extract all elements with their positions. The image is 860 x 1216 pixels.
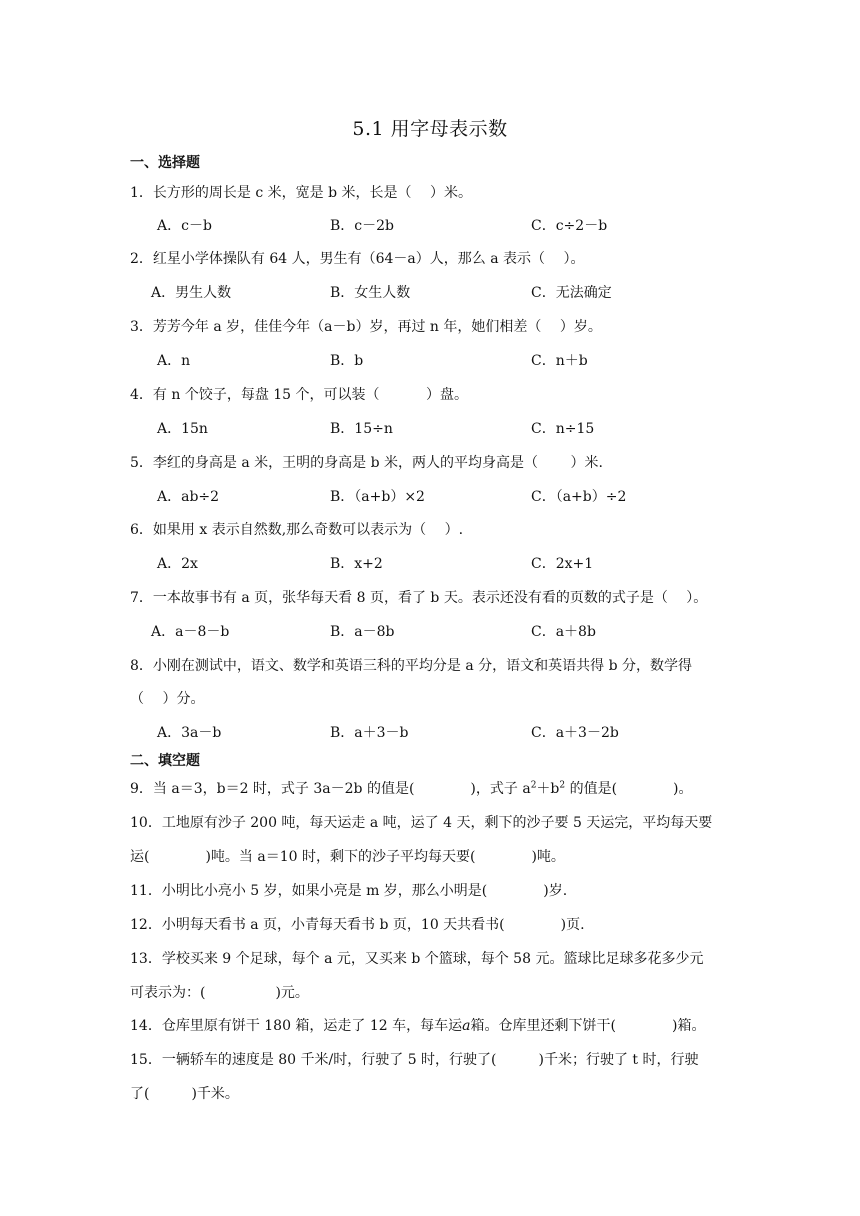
q3-option-a[interactable]: A．n bbox=[157, 353, 191, 369]
question-7: 7．一本故事书有 a 页，张华每天看 8 页，看了 b 天。表示还没有看的页数的式子是（ ）。 bbox=[130, 590, 708, 606]
q8-option-c[interactable]: C．a＋3－2b bbox=[531, 725, 619, 741]
question-15-line-1: 15．一辆轿车的速度是 80 千米/时，行驶了 5 时，行驶了( )千米；行驶了 t 时，行驶 bbox=[130, 1052, 699, 1068]
q1-option-b[interactable]: B．c－2b bbox=[330, 218, 394, 234]
q14-text-pre: 14．仓库里原有饼干 180 箱，运走了 12 车，每车运 bbox=[130, 1018, 463, 1034]
q4-option-c[interactable]: C．n÷15 bbox=[531, 421, 595, 437]
q8-option-b[interactable]: B．a＋3－b bbox=[330, 725, 409, 741]
q1-option-c[interactable]: C．c÷2－b bbox=[531, 218, 608, 234]
q1-option-a[interactable]: A．c－b bbox=[157, 218, 212, 234]
q5-option-a[interactable]: A．ab÷2 bbox=[157, 489, 220, 505]
question-15-line-2: 了( )千米。 bbox=[130, 1086, 239, 1102]
question-6: 6．如果用 x 表示自然数,那么奇数可以表示为（ ）. bbox=[130, 522, 464, 538]
question-13-line-2: 可表示为：( )元。 bbox=[130, 985, 309, 1001]
question-12: 12．小明每天看书 a 页，小青每天看书 b 页，10 天共看书( )页. bbox=[130, 917, 585, 933]
q14-text-post: 箱。仓库里还剩下饼干( )箱。 bbox=[470, 1018, 706, 1034]
question-13-line-1: 13．学校买来 9 个足球，每个 a 元，又买来 b 个篮球，每个 58 元。篮球比足球多花多少元 bbox=[130, 951, 704, 967]
question-8-line-1: 8．小刚在测试中，语文、数学和英语三科的平均分是 a 分，语文和英语共得 b 分，数学得 bbox=[130, 658, 693, 674]
q9-superscript-1: 2 bbox=[530, 780, 537, 791]
q5-option-b[interactable]: B．（a+b）×2 bbox=[330, 489, 425, 505]
q3-option-c[interactable]: C．n＋b bbox=[531, 353, 588, 369]
q5-option-c[interactable]: C．（a+b）÷2 bbox=[531, 489, 627, 505]
q7-option-b[interactable]: B．a－8b bbox=[330, 624, 395, 640]
q6-option-b[interactable]: B．x+2 bbox=[330, 556, 383, 572]
question-10-line-1: 10．工地原有沙子 200 吨，每天运走 a 吨，运了 4 天，剩下的沙子要 5 天运完，平均每天要 bbox=[130, 815, 713, 831]
question-14 bbox=[130, 1015, 705, 1035]
q14-variable: a bbox=[462, 1018, 471, 1034]
q4-option-b[interactable]: B．15÷n bbox=[330, 421, 393, 437]
q9-text-pre: 9．当 a＝3，b＝2 时，式子 3a－2b 的值是( )，式子 a bbox=[130, 781, 531, 797]
q7-option-c[interactable]: C．a＋8b bbox=[531, 624, 596, 640]
q2-option-c[interactable]: C．无法确定 bbox=[531, 285, 612, 301]
question-9 bbox=[130, 778, 693, 798]
question-3: 3．芳芳今年 a 岁，佳佳今年（a－b）岁，再过 n 年，她们相差（ ）岁。 bbox=[130, 319, 602, 335]
q9-text-mid: ＋b bbox=[536, 781, 560, 797]
q4-option-a[interactable]: A．15n bbox=[157, 421, 208, 437]
page-title: 5.1 用字母表示数 bbox=[352, 118, 508, 140]
question-1: 1．长方形的周长是 c 米，宽是 b 米，长是（ ）米。 bbox=[130, 185, 472, 201]
section-heading-fill: 二、填空题 bbox=[130, 753, 200, 769]
q6-option-a[interactable]: A．2x bbox=[157, 556, 198, 572]
q9-text-post: 的值是( )。 bbox=[565, 781, 693, 797]
q6-option-c[interactable]: C．2x+1 bbox=[531, 556, 594, 572]
question-10-line-2: 运( )吨。当 a＝10 时，剩下的沙子平均每天要( )吨。 bbox=[130, 849, 565, 865]
q8-option-a[interactable]: A．3a－b bbox=[157, 725, 222, 741]
question-11: 11．小明比小亮小 5 岁，如果小亮是 m 岁，那么小明是( )岁. bbox=[130, 883, 568, 899]
q2-option-a[interactable]: A．男生人数 bbox=[151, 285, 232, 301]
question-5: 5．李红的身高是 a 米，王明的身高是 b 米，两人的平均身高是（ ）米. bbox=[130, 455, 603, 471]
q3-option-b[interactable]: B．b bbox=[330, 353, 364, 369]
question-4: 4．有 n 个饺子，每盘 15 个，可以装（ ）盘。 bbox=[130, 387, 468, 403]
question-8-line-2: （ ）分。 bbox=[130, 691, 205, 707]
q7-option-a[interactable]: A．a－8－b bbox=[151, 624, 230, 640]
q9-superscript-2: 2 bbox=[559, 780, 566, 791]
section-heading-choice: 一、选择题 bbox=[130, 155, 200, 171]
question-2: 2．红星小学体操队有 64 人，男生有（64－a）人，那么 a 表示（ ）。 bbox=[130, 251, 585, 267]
q2-option-b[interactable]: B．女生人数 bbox=[330, 285, 411, 301]
